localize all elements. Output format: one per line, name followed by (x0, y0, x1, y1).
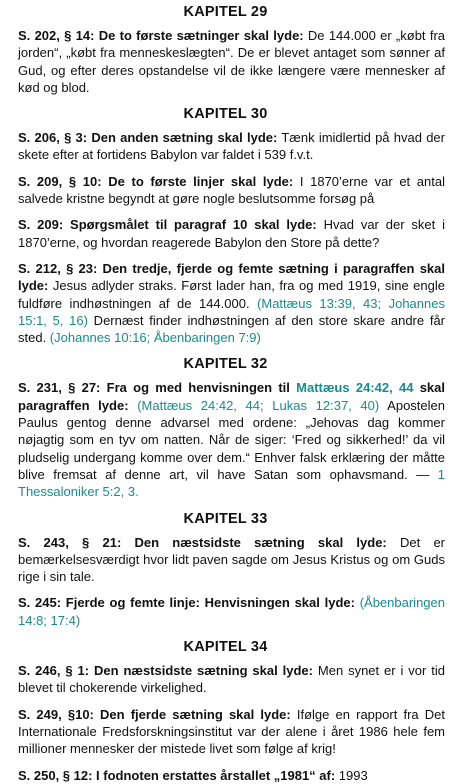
entry-lead-text: skal paragraffen lyde: (18, 380, 445, 413)
scripture-reference[interactable]: (Johannes 10:16; Åbenbaringen 7:9) (49, 330, 261, 346)
entry-body-text: Hvad var der sket i 1870’erne, og hvordan reagerede Babylon den Store på dette? (18, 217, 445, 250)
scripture-reference[interactable]: (Mattæus 13:39, 43; Johannes 15:1, 5, 16) (18, 295, 445, 328)
scripture-reference[interactable]: 1 Thessaloniker 5:2, 3. (18, 466, 445, 500)
entry-body-text (129, 398, 138, 413)
scripture-reference[interactable]: Mattæus 24:42, 44 (296, 380, 414, 396)
entry-lead-text: S. 209, § 10: De to første linjer skal lyde: (18, 173, 294, 189)
entry-body-text: Men synet er i vor tid blevet til chokerende virkelighed. (18, 663, 445, 696)
correction-entry (6, 534, 445, 586)
correction-entry (6, 662, 445, 697)
entry-body-text: Jesus adlyder straks. Først lader han, fra og med 1919, sine engle fuldføre indhøstningen af de 144.000. (18, 278, 445, 311)
chapter-heading: KAPITEL 32 (183, 356, 268, 373)
scripture-reference[interactable]: (Mattæus 24:42, 44; Lukas 12:37, 40) (137, 397, 380, 413)
entry-body-text: Ifølge en rapport fra Det Internationale Fredsforskningsinstitut var der alene i året 1986 hele fem millioner mennesker der mistede livet som følge af krig! (18, 706, 445, 757)
entry-lead-text: S. 245: Fjerde og femte linje: Henvisningen skal lyde: (18, 595, 355, 611)
entry-body-text: Dernæst finder indhøstningen af den store skare andre får sted. (18, 312, 445, 346)
chapter-heading: KAPITEL 29 (183, 4, 268, 20)
correction-entry (6, 767, 445, 784)
entry-body-text: I 1870’erne var et antal salvede kristne begyndt at gøre nogle beslutsomme forsøg på (18, 173, 445, 207)
entry-lead-text: S. 243, § 21: Den næstsidste sætning skal lyde: (18, 534, 387, 550)
entry-lead-text: S. 246, § 1: Den næstsidste sætning skal lyde: (18, 663, 313, 679)
correction-entry (6, 27, 445, 96)
entry-body-text: Det er bemærkelsesværdigt hvor lidt paven sagde om Jesus Kristus og om Guds rige i sin tale. (18, 534, 445, 585)
correction-entry (6, 379, 445, 500)
chapter-heading: KAPITEL 33 (183, 510, 268, 527)
entry-body-text: De 144.000 er „købt fra jorden“, „købt fra menneskeslægten“. De er blevet antaget som sønner af Gud, og efter deres opstandelse vil de ikke længere være mennesker af kød og blod. (18, 28, 445, 95)
entry-body-text: 1993 (335, 767, 368, 783)
entry-body-text: Tænk imidlertid på hvad der skete efter at fortidens Babylon var faldet i 539 f.v.t. (18, 130, 445, 163)
entry-lead-text: S. 212, § 23: Den tredje, fjerde og femte sætning i paragraffen skal lyde: (18, 260, 445, 294)
chapter-heading: KAPITEL 30 (183, 106, 268, 123)
correction-entry (6, 706, 445, 758)
scripture-reference[interactable]: (Åbenbaringen 14:8; 17:4) (18, 595, 445, 628)
entry-lead-text: S. 249, §10: Den fjerde sætning skal lyde: (18, 706, 291, 722)
entry-lead-text: S. 202, § 14: De to første sætninger skal lyde: (18, 28, 304, 43)
correction-entry (6, 594, 445, 629)
entry-body-text: Apostelen Paulus gentog denne advarsel med ordene: „Jehovas dag kommer nøjagtig som en tyv om natten. Når de siger: ‘Fred og sikkerhed!’ da vil pludselig undergang komme over dem.“ Enhver falsk erklæring der måtte blive fremsat af denne art, vil have Satan som ophavsmand. — (18, 397, 445, 482)
correction-entry (6, 129, 445, 164)
correction-entry (6, 173, 445, 208)
entry-lead-text: S. 206, § 3: Den anden sætning skal lyde: (18, 130, 278, 146)
correction-entry (6, 216, 445, 251)
chapter-heading: KAPITEL 34 (183, 639, 268, 656)
entry-lead-text: S. 231, § 27: Fra og med henvisningen til (18, 380, 297, 396)
correction-entry (6, 260, 445, 346)
entry-lead-text: S. 209: Spørgsmålet til paragraf 10 skal lyde: (18, 217, 317, 233)
entry-lead-text: S. 250, § 12: I fodnoten erstattes årstallet „1981“ af: (18, 767, 336, 783)
